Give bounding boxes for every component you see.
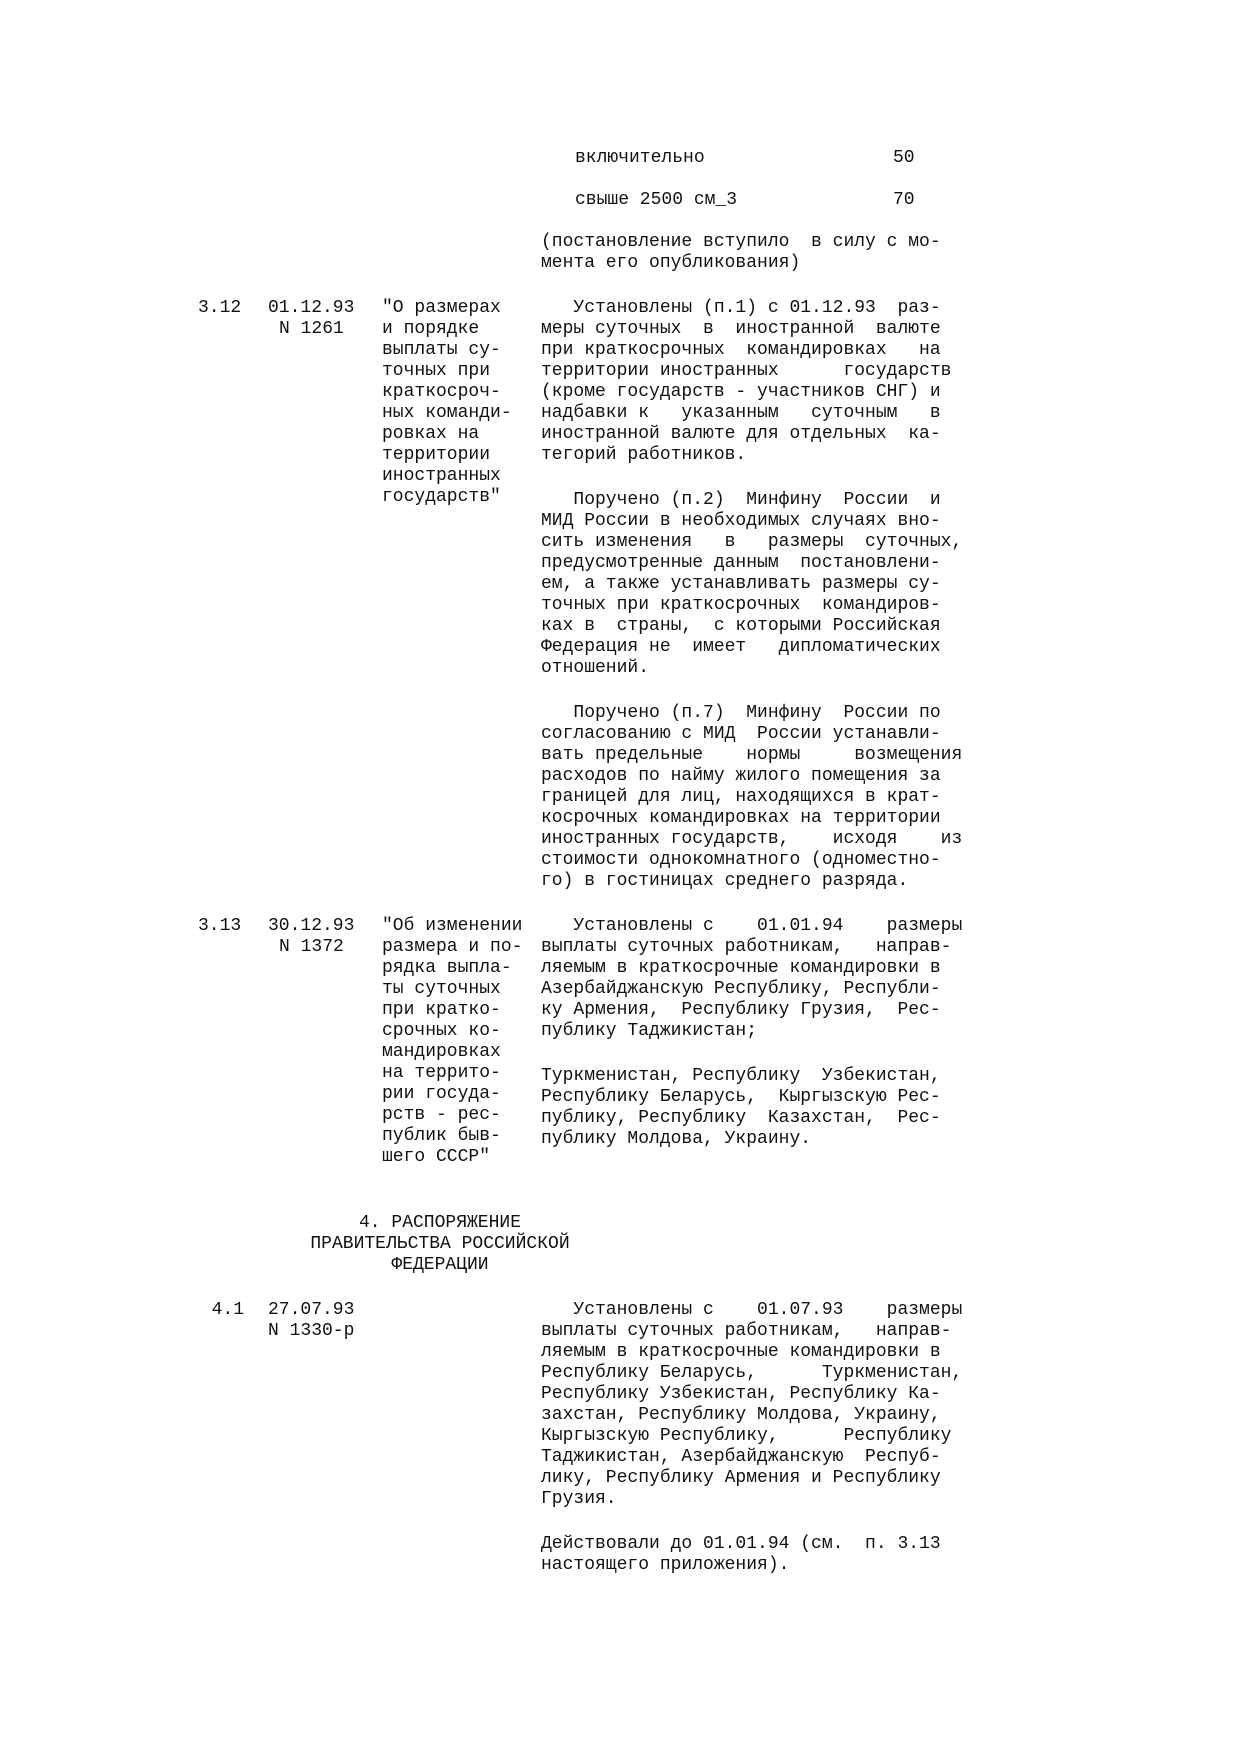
- table-row-value: 50: [893, 148, 915, 168]
- paragraph-line: иностранных государств, исходя из: [541, 829, 963, 849]
- paragraph-line: публику, Республику Казахстан, Рес-: [541, 1108, 941, 1128]
- paragraph-line: Республику Беларусь, Туркменистан,: [541, 1363, 963, 1383]
- paragraph-line: Установлены (п.1) с 01.12.93 раз-: [541, 298, 941, 318]
- paragraph-line: ляемым в краткосрочные командировки в: [541, 1342, 941, 1362]
- entry-title-line: государств": [382, 487, 501, 507]
- paragraph-line: надбавки к указанным суточным в: [541, 403, 941, 423]
- section-heading-line: 4. РАСПОРЯЖЕНИЕ: [358, 1213, 522, 1233]
- entry-title-line: срочных ко-: [382, 1021, 501, 1041]
- table-row-value: 70: [893, 190, 915, 210]
- paragraph-line: настоящего приложения).: [541, 1555, 790, 1575]
- entry-date: 30.12.93: [268, 916, 355, 936]
- paragraph-line: стоимости однокомнатного (одноместно-: [541, 850, 941, 870]
- paragraph-line: лику, Республику Армения и Республику: [541, 1468, 941, 1488]
- section-heading-line: ФЕДЕРАЦИИ: [391, 1255, 489, 1275]
- entry-title-line: "Об изменении: [382, 916, 523, 936]
- paragraph-line: точных при краткосрочных командиров-: [541, 595, 941, 615]
- entry-number: 3.13: [198, 916, 242, 936]
- paragraph-line: Туркменистан, Республику Узбекистан,: [541, 1066, 941, 1086]
- entry-doc-number: N 1330-р: [268, 1321, 355, 1341]
- paragraph-line: выплаты суточных работникам, направ-: [541, 1321, 952, 1341]
- paragraph-line: ляемым в краткосрочные командировки в: [541, 958, 941, 978]
- entry-number: 3.12: [198, 298, 242, 318]
- table-row-label: свыше 2500 см_3: [575, 190, 738, 210]
- paragraph-line: захстан, Республику Молдова, Украину,: [541, 1405, 941, 1425]
- entry-title-line: на террито-: [382, 1063, 501, 1083]
- paragraph-line: публику Молдова, Украину.: [541, 1129, 812, 1149]
- entry-title-line: ты суточных: [382, 979, 501, 999]
- paragraph-line: косрочных командировках на территории: [541, 808, 941, 828]
- entry-title-line: публик быв-: [382, 1126, 501, 1146]
- paragraph-line: иностранной валюте для отдельных ка-: [541, 424, 941, 444]
- paragraph-line: (кроме государств - участников СНГ) и: [541, 382, 941, 402]
- paragraph-line: тегорий работников.: [541, 445, 747, 465]
- entry-number: 4.1: [211, 1300, 244, 1320]
- paragraph-line: отношений.: [541, 658, 650, 678]
- entry-title-line: и порядке: [382, 319, 480, 339]
- paragraph-line: меры суточных в иностранной валюте: [541, 319, 941, 339]
- paragraph-line: публику Таджикистан;: [541, 1021, 758, 1041]
- entry-title-line: ровках на: [382, 424, 480, 444]
- paragraph-line: Республику Беларусь, Кыргызскую Рес-: [541, 1087, 941, 1107]
- paragraph-line: Грузия.: [541, 1489, 617, 1509]
- entry-title-line: ных команди-: [382, 403, 512, 423]
- entry-date: 01.12.93: [268, 298, 355, 318]
- section-heading-line: ПРАВИТЕЛЬСТВА РОССИЙСКОЙ: [310, 1234, 570, 1254]
- entry-doc-number: N 1261: [279, 319, 344, 339]
- paragraph-line: Республику Узбекистан, Республику Ка-: [541, 1384, 941, 1404]
- entry-title-line: иностранных: [382, 466, 501, 486]
- note-line: (постановление вступило в силу с мо-: [541, 232, 941, 252]
- paragraph-line: территории иностранных государств: [541, 361, 952, 381]
- entry-doc-number: N 1372: [279, 937, 344, 957]
- paragraph-line: Азербайджанскую Республику, Республи-: [541, 979, 941, 999]
- paragraph-line: Поручено (п.7) Минфину России по: [541, 703, 941, 723]
- paragraph-line: Кыргызскую Республику, Республику: [541, 1426, 952, 1446]
- paragraph-line: ем, а также устанавливать размеры су-: [541, 574, 941, 594]
- paragraph-line: выплаты суточных работникам, направ-: [541, 937, 952, 957]
- paragraph-line: при краткосрочных командировках на: [541, 340, 941, 360]
- entry-title-line: мандировках: [382, 1042, 501, 1062]
- entry-title-line: рии госуда-: [382, 1084, 501, 1104]
- entry-title-line: краткосроч-: [382, 382, 501, 402]
- entry-title-line: шего СССР": [382, 1147, 491, 1167]
- paragraph-line: Таджикистан, Азербайджанскую Респуб-: [541, 1447, 941, 1467]
- entry-date: 27.07.93: [268, 1300, 355, 1320]
- entry-title-line: рядка выпла-: [382, 958, 512, 978]
- entry-title-line: при кратко-: [382, 1000, 501, 1020]
- paragraph-line: МИД России в необходимых случаях вно-: [541, 511, 941, 531]
- paragraph-line: вать предельные нормы возмещения: [541, 745, 963, 765]
- entry-title-line: "О размерах: [382, 298, 501, 318]
- entry-title-line: выплаты су-: [382, 340, 501, 360]
- paragraph-line: согласованию с МИД России устанавли-: [541, 724, 941, 744]
- paragraph-line: Действовали до 01.01.94 (см. п. 3.13: [541, 1534, 941, 1554]
- entry-title-line: размера и по-: [382, 937, 523, 957]
- paragraph-line: ках в страны, с которыми Российская: [541, 616, 941, 636]
- paragraph-line: Поручено (п.2) Минфину России и: [541, 490, 941, 510]
- paragraph-line: границей для лиц, находящихся в крат-: [541, 787, 941, 807]
- entry-title-line: рств - рес-: [382, 1105, 501, 1125]
- note-line: мента его опубликования): [541, 253, 801, 273]
- paragraph-line: ку Армения, Республику Грузия, Рес-: [541, 1000, 941, 1020]
- paragraph-line: расходов по найму жилого помещения за: [541, 766, 941, 786]
- paragraph-line: предусмотренные данным постановлени-: [541, 553, 941, 573]
- paragraph-line: Установлены с 01.07.93 размеры: [541, 1300, 963, 1320]
- paragraph-line: сить изменения в размеры суточных,: [541, 532, 963, 552]
- paragraph-line: Федерация не имеет дипломатических: [541, 637, 941, 657]
- table-row-label: включительно: [575, 148, 705, 168]
- paragraph-line: Установлены с 01.01.94 размеры: [541, 916, 963, 936]
- entry-title-line: территории: [382, 445, 491, 465]
- entry-title-line: точных при: [382, 361, 491, 381]
- paragraph-line: го) в гостиницах среднего разряда.: [541, 871, 909, 891]
